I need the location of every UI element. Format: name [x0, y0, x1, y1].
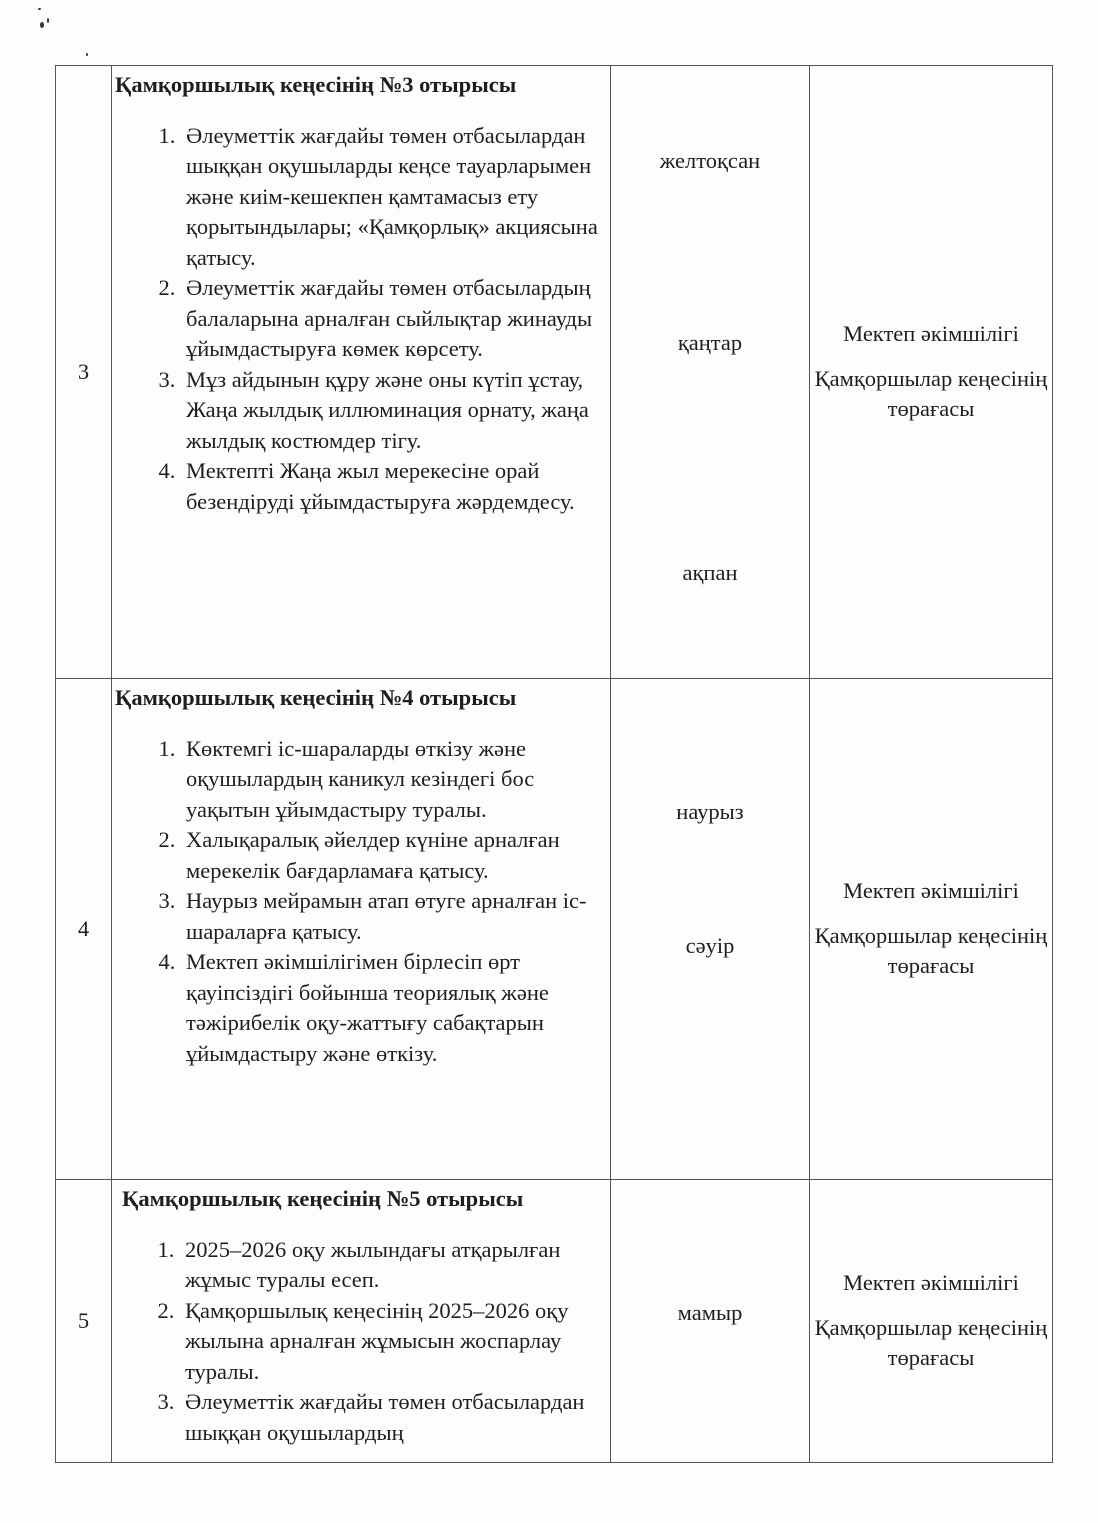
agenda-list: [122, 1235, 610, 1449]
agenda-item: 2. Әлеуметтік жағдайы төмен отбасылардың балаларына арналған сыйлықтар жинауды ұйымдастыруға көмек көрсету.: [181, 273, 610, 365]
month-label: сәуір: [685, 933, 735, 958]
responsible-cell: [810, 679, 1053, 1180]
meeting-content-cell: [112, 679, 611, 1180]
meeting-content-cell: [112, 1180, 611, 1463]
responsible-administration: Мектеп әкімшілігі: [843, 1270, 1019, 1296]
month-label: желтоқсан: [659, 148, 761, 173]
scan-speck: [86, 53, 88, 56]
month-label: ақпан: [682, 560, 738, 585]
agenda-item: 1. Көктемгі іс-шараларды өткізу және оқушылардың каникул кезіндегі бос уақытын ұйымдастыру туралы.: [181, 734, 610, 826]
responsible-cell: [810, 1180, 1053, 1463]
agenda-item: 3. Әлеуметтік жағдайы төмен отбасылардан шыққан оқушылардың: [180, 1387, 610, 1448]
month-label: наурыз: [676, 799, 744, 824]
row-number: 4: [56, 679, 112, 1180]
dates-cell: [611, 1180, 810, 1463]
responsible-administration: Мектеп әкімшілігі: [843, 321, 1019, 347]
agenda-item: 1. 2025–2026 оқу жылындағы атқарылған жұмыс туралы есеп.: [180, 1235, 610, 1296]
scan-speck: [47, 18, 49, 23]
agenda-list: [115, 734, 610, 1070]
responsible-cell: [810, 66, 1053, 679]
agenda-item: 1. Әлеуметтік жағдайы төмен отбасылардан шыққан оқушыларды кеңсе тауарларымен және киім-кешекпен қамтамасыз ету қорытындылары; «Қамқорлық» акциясына қатысу.: [181, 121, 610, 274]
agenda-item: 3. Наурыз мейрамын атап өтуге арналған іс-шараларға қатысу.: [181, 886, 610, 947]
table-row: [56, 679, 1053, 1180]
meeting-title: Қамқоршылық кеңесінің №3 отырысы: [115, 72, 517, 97]
responsible-board-chair: Қамқоршылар кеңесінің төрағасы: [814, 365, 1048, 422]
month-label: қаңтар: [677, 330, 743, 355]
responsible-board-chair: Қамқоршылар кеңесінің төрағасы: [814, 922, 1048, 979]
month-label: мамыр: [677, 1300, 743, 1325]
meeting-title: Қамқоршылық кеңесінің №4 отырысы: [115, 685, 517, 710]
agenda-item: 2. Қамқоршылық кеңесінің 2025–2026 оқу жылына арналған жұмысын жоспарлау туралы.: [180, 1296, 610, 1388]
dates-cell: [611, 66, 810, 679]
row-number: 5: [56, 1180, 112, 1463]
responsible-administration: Мектеп әкімшілігі: [843, 878, 1019, 904]
meeting-title: Қамқоршылық кеңесінің №5 отырысы: [122, 1186, 524, 1211]
scan-speck: [40, 22, 44, 28]
table-row: [56, 66, 1053, 679]
agenda-item: 4. Мектеп әкімшілігімен бірлесіп өрт қауіпсіздігі бойынша теориялық және тәжірибелік оқу-жаттығу сабақтарын ұйымдастыру және өткізу.: [181, 947, 610, 1069]
table-row: [56, 1180, 1053, 1463]
dates-cell: [611, 679, 810, 1180]
responsible-board-chair: Қамқоршылар кеңесінің төрағасы: [814, 1314, 1048, 1371]
agenda-item: 4. Мектепті Жаңа жыл мерекесіне орай безендіруді ұйымдастыруға жәрдемдесу.: [181, 456, 610, 517]
board-meetings-plan-table: [55, 65, 1053, 1463]
scan-speck: [38, 8, 41, 10]
agenda-item: 3. Мұз айдынын құру және оны күтіп ұстау, Жаңа жылдық иллюминация орнату, жаңа жылдық костюмдер тігу.: [181, 365, 610, 457]
row-number: 3: [56, 66, 112, 679]
meeting-content-cell: [112, 66, 611, 679]
agenda-item: 2. Халықаралық әйелдер күніне арналған мерекелік бағдарламаға қатысу.: [181, 825, 610, 886]
agenda-list: [115, 121, 610, 518]
